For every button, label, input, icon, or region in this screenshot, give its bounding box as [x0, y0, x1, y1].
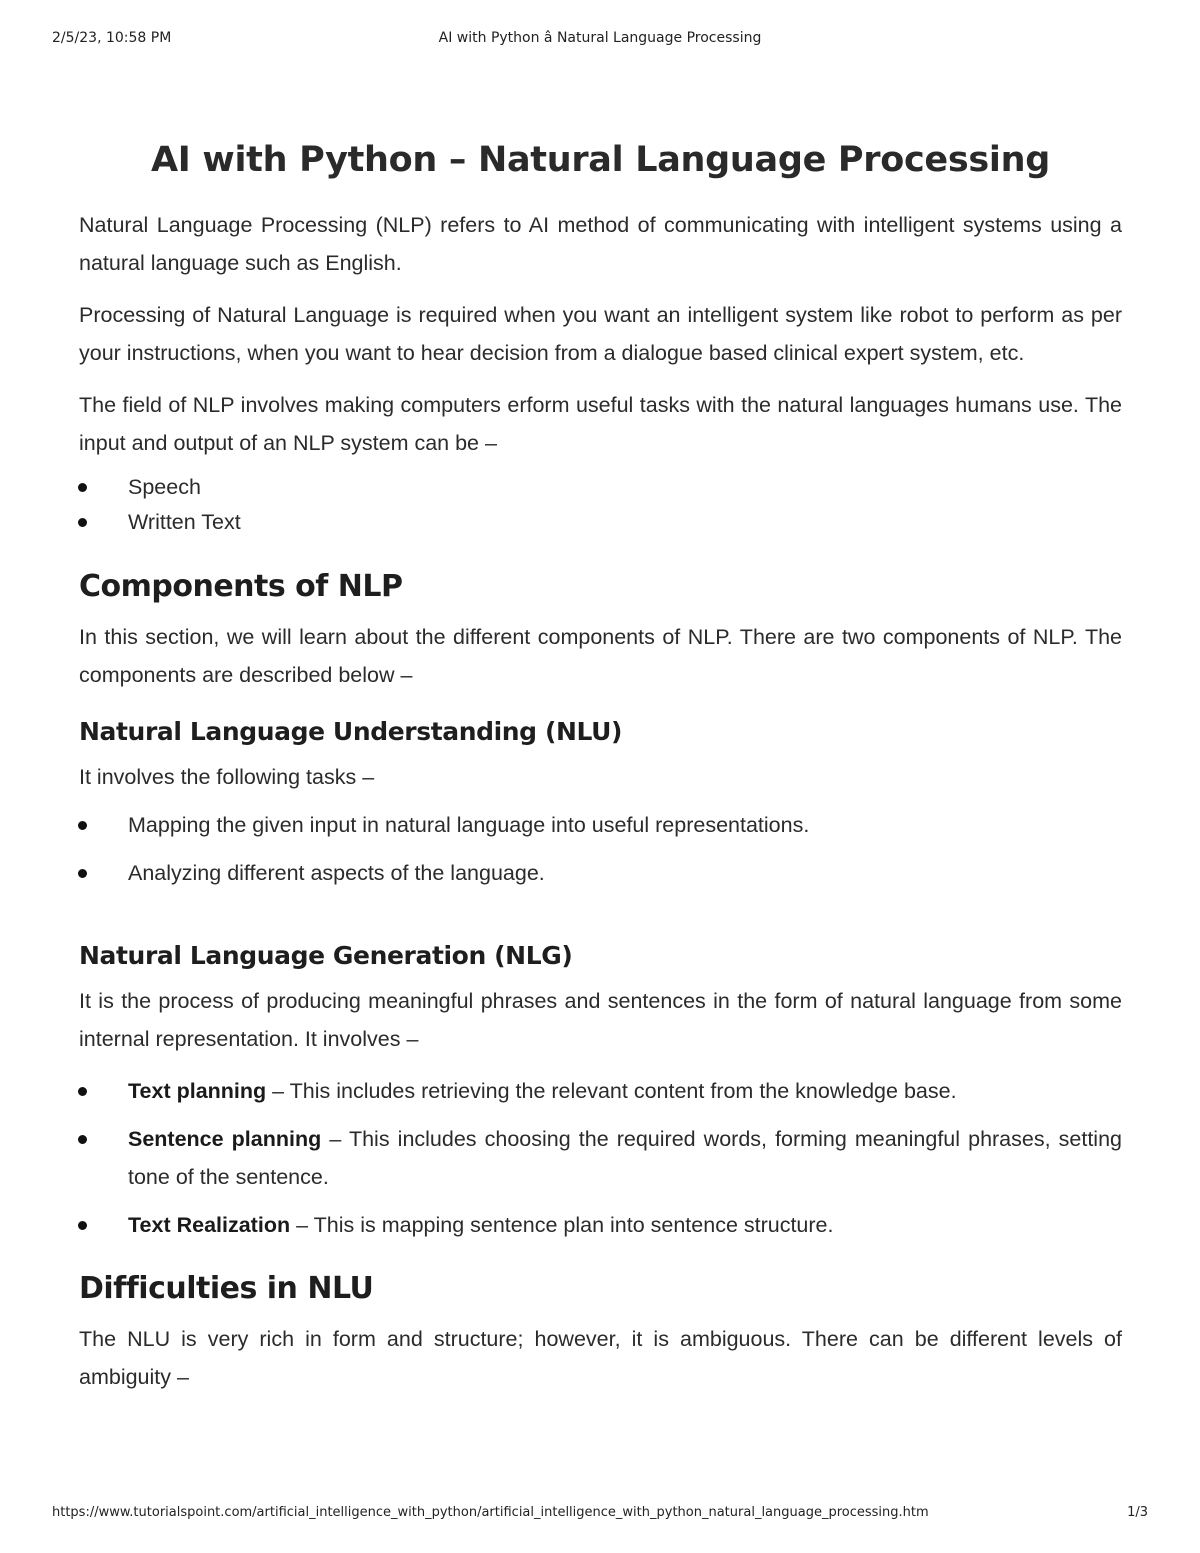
- list-item-text: Analyzing different aspects of the language.: [128, 861, 545, 885]
- list-item-text: Speech: [128, 475, 201, 499]
- components-heading: Components of NLP: [79, 569, 403, 604]
- spacer: [79, 902, 1122, 910]
- print-page-title: AI with Python â Natural Language Processing: [438, 30, 762, 46]
- bullet-icon: [78, 1135, 87, 1144]
- difficulties-heading: Difficulties in NLU: [79, 1271, 374, 1306]
- bullet-icon: [78, 1087, 87, 1096]
- list-item-term: Sentence planning: [128, 1127, 322, 1151]
- list-item-desc: – This includes choosing the required words, forming meaningful phrases, setting tone of the sentence.: [128, 1127, 1122, 1189]
- list-item: [79, 503, 1122, 541]
- nlu-paragraph: It involves the following tasks –: [79, 765, 375, 789]
- print-header: [0, 30, 1200, 50]
- list-item: [79, 1206, 1122, 1244]
- page-title: AI with Python – Natural Language Processing: [151, 140, 1050, 180]
- page-number: 1/3: [1127, 1505, 1148, 1520]
- list-item: [79, 806, 1122, 844]
- intro-paragraph-1: Natural Language Processing (NLP) refers to AI method of communicating with intelligent systems using a natural language such as English.: [79, 213, 1122, 275]
- nlu-heading: Natural Language Understanding (NLU): [79, 717, 623, 746]
- list-item-text: Mapping the given input in natural language into useful representations.: [128, 813, 810, 837]
- list-item: [79, 854, 1122, 892]
- intro-paragraph-2: Processing of Natural Language is required when you want an intelligent system like robot to perform as per your instructions, when you want to hear decision from a dialogue based clinical expert system, etc.: [79, 303, 1122, 365]
- bullet-icon: [78, 483, 87, 492]
- list-item-term: Text Realization: [128, 1213, 291, 1237]
- list-item-desc: – This includes retrieving the relevant content from the knowledge base.: [266, 1079, 957, 1103]
- bullet-icon: [78, 869, 87, 878]
- io-list: [79, 468, 1122, 541]
- intro-paragraph-3: The field of NLP involves making computers erform useful tasks with the natural languages humans use. The input and output of an NLP system can be –: [79, 393, 1122, 455]
- nlg-heading: Natural Language Generation (NLG): [79, 941, 573, 970]
- nlg-paragraph: It is the process of producing meaningful phrases and sentences in the form of natural language from some internal representation. It involves –: [79, 989, 1122, 1051]
- list-item-desc: – This is mapping sentence plan into sentence structure.: [290, 1213, 834, 1237]
- page-url: https://www.tutorialspoint.com/artificial_intelligence_with_python/artificial_intelligence_with_python_natural_language_processing.htm: [52, 1505, 929, 1520]
- print-footer: [0, 1505, 1200, 1525]
- bullet-icon: [78, 1221, 87, 1230]
- difficulties-paragraph: The NLU is very rich in form and structure; however, it is ambiguous. There can be different levels of ambiguity –: [79, 1327, 1122, 1389]
- bullet-icon: [78, 821, 87, 830]
- components-paragraph: In this section, we will learn about the different components of NLP. There are two components of NLP. The components are described below –: [79, 625, 1122, 687]
- nlg-list: [79, 1072, 1122, 1244]
- list-item-term: Text planning: [128, 1079, 267, 1103]
- bullet-icon: [78, 518, 87, 527]
- list-item-text: Written Text: [128, 510, 241, 534]
- list-item: [79, 468, 1122, 506]
- list-item: [79, 1072, 1122, 1110]
- article: [79, 136, 1122, 1410]
- nlu-list: [79, 806, 1122, 892]
- list-item: [79, 1120, 1122, 1196]
- print-datetime: 2/5/23, 10:58 PM: [52, 30, 172, 46]
